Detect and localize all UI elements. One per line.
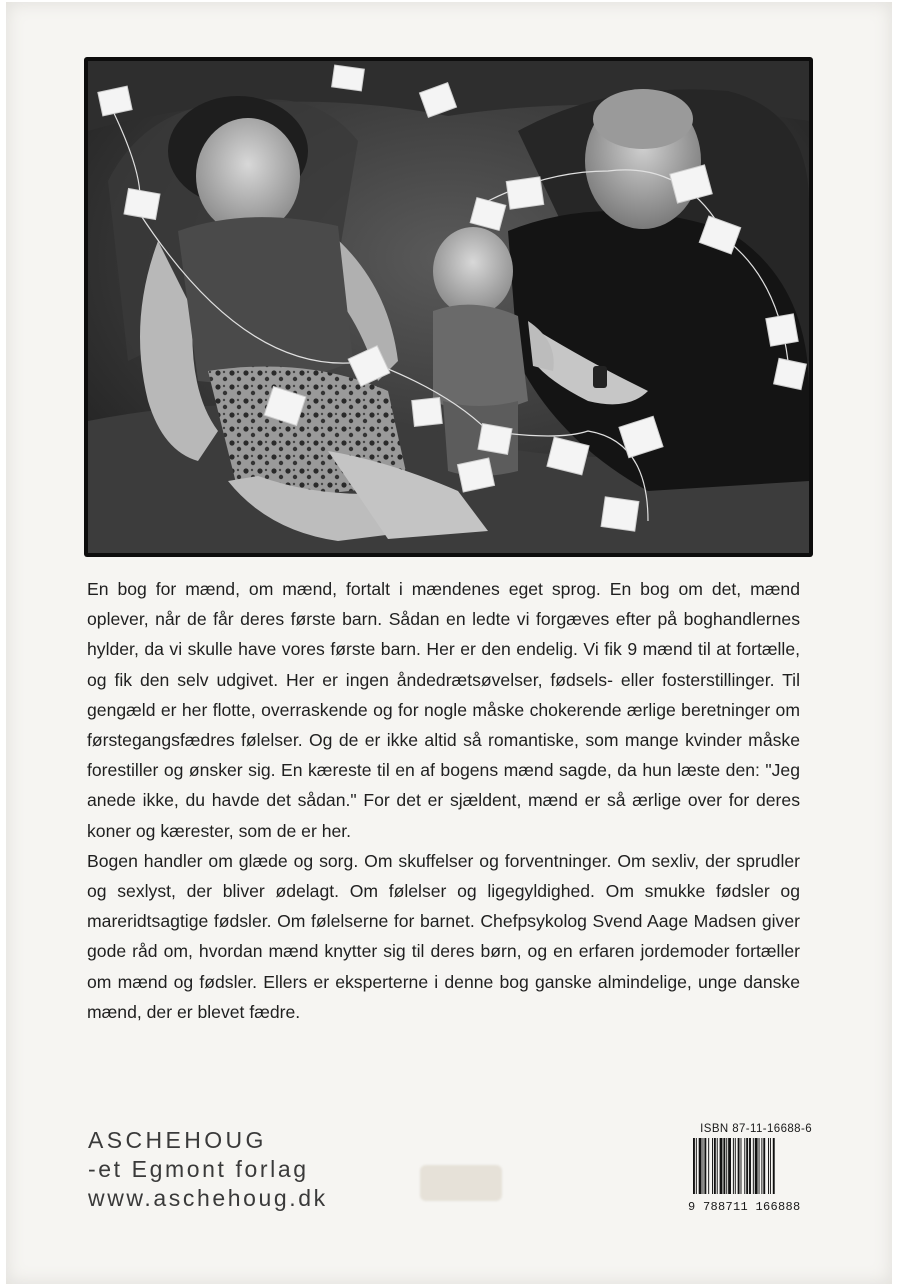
back-cover-blurb [87,574,800,1027]
family-photo-illustration [88,61,809,553]
barcode-block [688,1123,814,1213]
sticker-residue [420,1165,502,1201]
publisher-name: ASCHEHOUG [88,1127,267,1153]
barcode-icon [691,1138,813,1194]
blurb-paragraph-2: Bogen handler om glæde og sorg. Om skuffelser og forventninger. Om sexliv, der sprudler og sexlyst, der bliver ødelagt. Om følelser og ligegyldighed. Om smukke fødsler og mareridtsagtige fødsler. Om følelserne for barnet. Chefpsykolog Svend Aage Madsen giver gode råd om, hvordan mænd knytter sig til deres børn, og en erfaren jordemoder fortæller om mænd og fødsler. Ellers er eksperterne i denne bog ganske almindelige, unge danske mænd, der er blevet fædre. [87,850,800,1022]
publisher-block [88,1126,328,1213]
blurb-paragraph-1: En bog for mænd, om mænd, fortalt i mændenes eget sprog. En bog om det, mænd oplever, når de får deres første barn. Sådan en ledte vi forgæves efter på boghandlernes hylder, da vi skulle have vores første barn. Her er den endelig. Vi fik 9 mænd til at fortælle, og fik den selv udgivet. Her er ingen åndedrætsøvelser, fødsels- eller fosterstillinger. Til gengæld er her flotte, overraskende og for nogle måske chokerende ærlige beretninger om førstegangsfædres følelser. Og de er ikke altid så romantiske, som mange kvinder måske forestiller og ønsker sig. En kæreste til en af bogens mænd sagde, da hun læste den: "Jeg anede ikke, du havde det sådan." For det er sjældent, mænd er så ærlige over for deres koner og kærester, som de er her. [87,579,800,841]
isbn-label: ISBN 87-11-16688-6 [700,1123,812,1135]
ean-number: 9 788711 166888 [688,1200,801,1214]
publisher-website: www.aschehoug.dk [88,1185,328,1211]
publisher-tagline: -et Egmont forlag [88,1156,309,1182]
cover-photo [88,61,809,553]
